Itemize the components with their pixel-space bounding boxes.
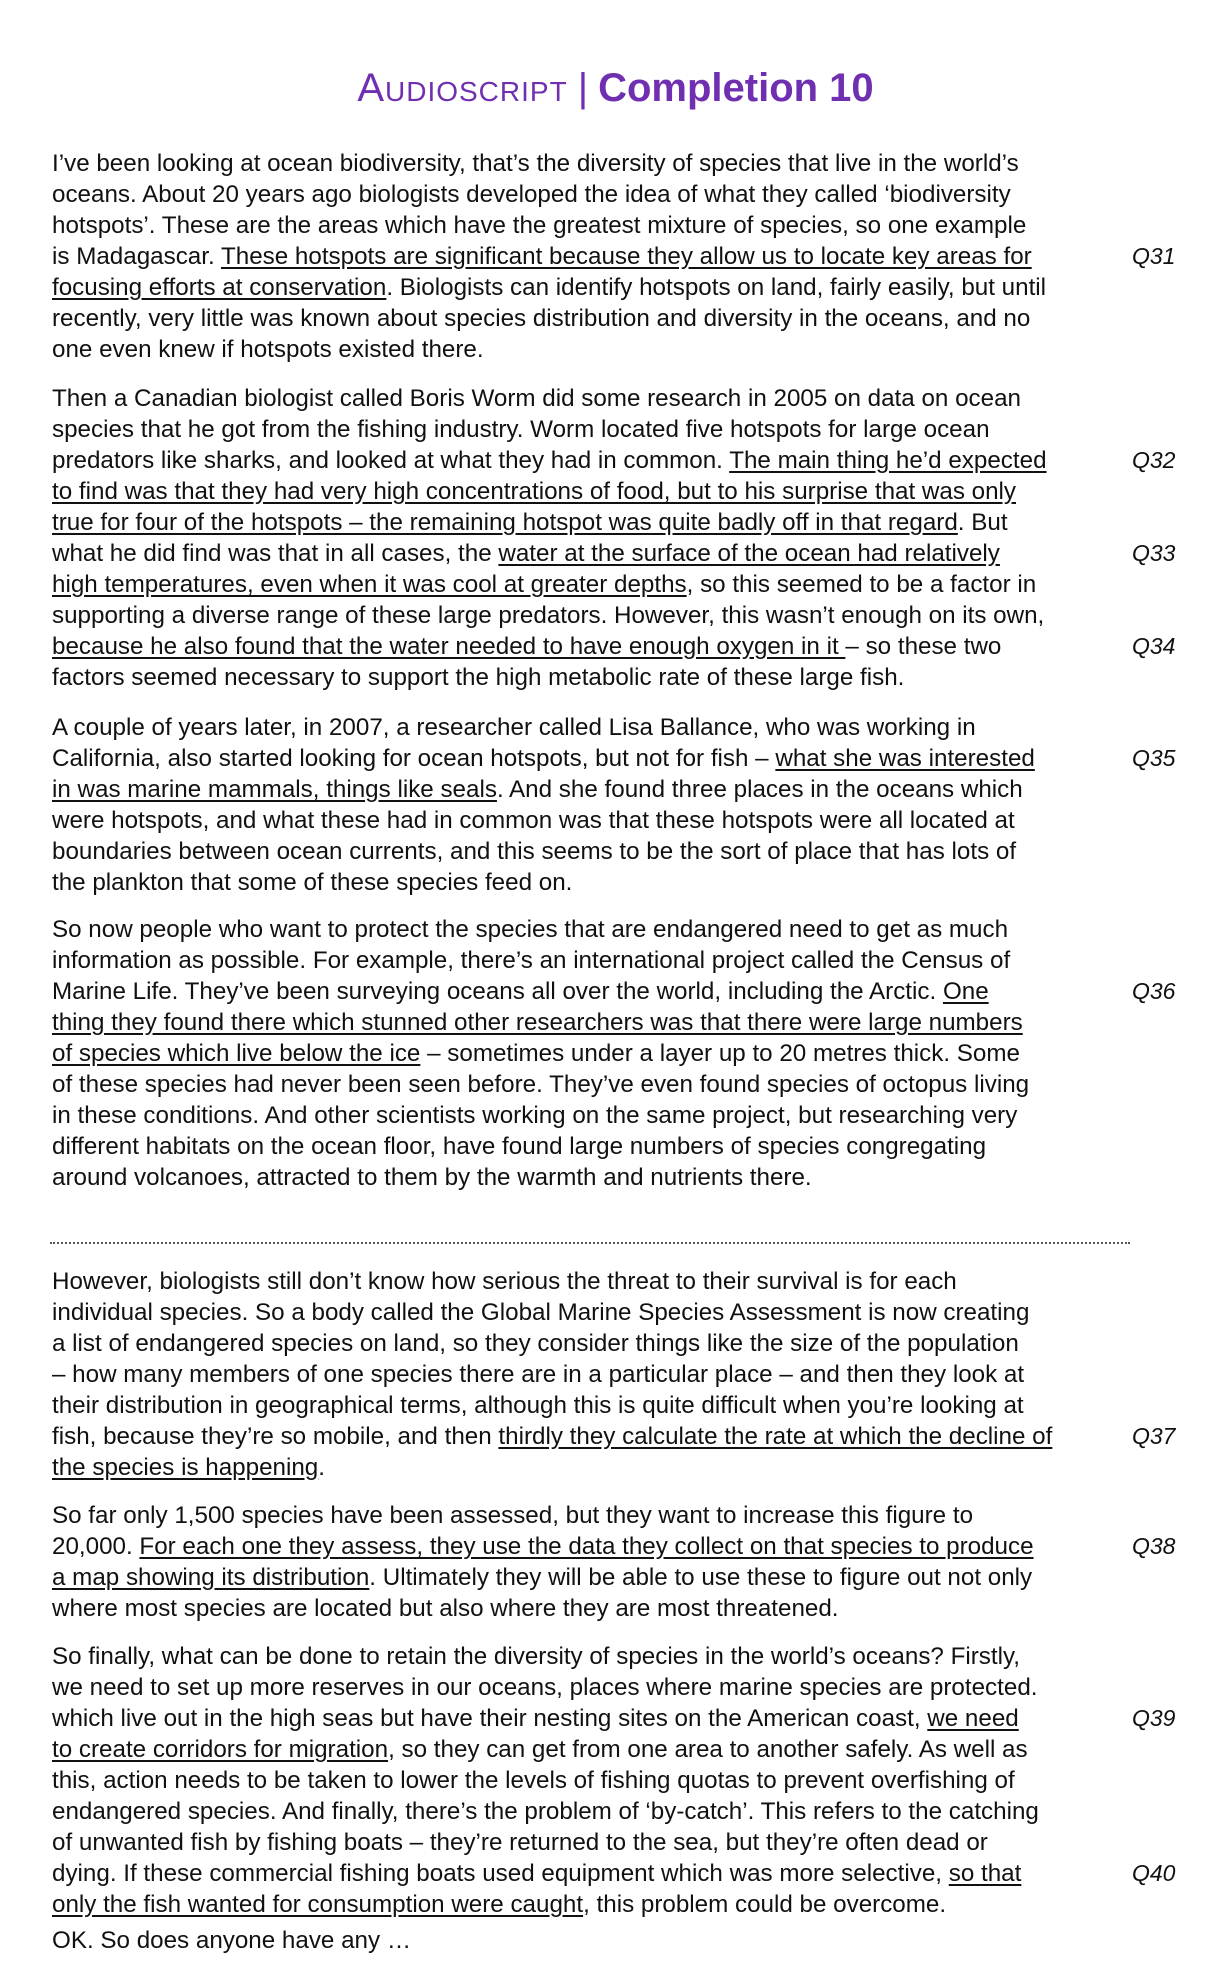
- question-label-q32: Q32: [1132, 447, 1176, 473]
- text-line: oceans. About 20 years ago biologists developed the idea of what they called ‘biodiversity: [52, 181, 1011, 208]
- text-line: the species is happening.: [52, 1454, 325, 1481]
- paragraph-8: [52, 1925, 1122, 1956]
- text-line: high temperatures, even when it was cool at greater depths, so this seemed to be a factor in: [52, 571, 1037, 598]
- text-line: Then a Canadian biologist called Boris Worm did some research in 2005 on data on ocean: [52, 385, 1021, 412]
- text-line: fish, because they’re so mobile, and then thirdly they calculate the rate at which the decline of: [52, 1423, 1053, 1450]
- title-completion: Completion 10: [598, 66, 874, 110]
- text-line: in these conditions. And other scientists working on the same project, but researching very: [52, 1102, 1018, 1129]
- answer-q39-cont: to create corridors for migration: [52, 1736, 389, 1763]
- section-divider: [50, 1242, 1130, 1244]
- text-line: is Madagascar. These hotspots are significant because they allow us to locate key areas for: [52, 243, 1032, 270]
- text-line: [52, 1007, 1122, 1038]
- text-line: of unwanted fish by fishing boats – they’re returned to the sea, but they’re often dead or: [52, 1829, 988, 1856]
- text-line: dying. If these commercial fishing boats used equipment which was more selective, so that: [52, 1860, 1022, 1887]
- text-line: which live out in the high seas but have their nesting sites on the American coast, we need: [52, 1705, 1019, 1732]
- text-line: one even knew if hotspots existed there.: [52, 336, 484, 363]
- answer-q32-cont: true for four of the hotspots – the remaining hotspot was quite badly off in that regard: [52, 509, 958, 536]
- text-line: factors seemed necessary to support the high metabolic rate of these large fish.: [52, 664, 905, 691]
- paragraph-4: [52, 914, 1122, 1193]
- text-line: what he did find was that in all cases, the water at the surface of the ocean had relatively: [52, 540, 1000, 567]
- answer-q37: thirdly they calculate the rate at which the decline of: [498, 1423, 1053, 1450]
- text-line: So now people who want to protect the species that are endangered need to get as much: [52, 916, 1009, 943]
- text-line: individual species. So a body called the Global Marine Species Assessment is now creating: [52, 1299, 1030, 1326]
- text-line: because he also found that the water needed to have enough oxygen in it – so these two: [52, 633, 1002, 660]
- text-line: supporting a diverse range of these large predators. However, this wasn’t enough on its own,: [52, 602, 1045, 629]
- text-line: predators like sharks, and looked at what they had in common. The main thing he’d expected: [52, 447, 1047, 474]
- answer-q35: what she was interested: [775, 745, 1035, 772]
- text-line: So far only 1,500 species have been assessed, but they want to increase this figure to: [52, 1502, 974, 1529]
- answer-q31: These hotspots are significant because they allow us to locate key areas for: [220, 243, 1032, 270]
- question-label-q39: Q39: [1132, 1705, 1176, 1731]
- answer-q32-cont: to find was that they had very high concentrations of food, but to his surprise that was only: [52, 478, 1017, 505]
- question-label-q37: Q37: [1132, 1423, 1176, 1449]
- question-label-q36: Q36: [1132, 978, 1176, 1004]
- text-line: recently, very little was known about species distribution and diversity in the oceans, and no: [52, 305, 1031, 332]
- answer-q33: water at the surface of the ocean had relatively: [498, 540, 1000, 567]
- answer-q32: The main thing he’d expected: [729, 447, 1047, 474]
- text-line: of species which live below the ice – sometimes under a layer up to 20 metres thick. Some: [52, 1040, 1020, 1067]
- answer-q37-cont: the species is happening: [52, 1454, 319, 1481]
- text-line: around volcanoes, attracted to them by the warmth and nutrients there.: [52, 1164, 812, 1191]
- answer-q36-cont: thing they found there which stunned other researchers was that there were large numbers: [52, 1009, 1023, 1036]
- answer-q36: One: [942, 978, 989, 1005]
- text-line: hotspots’. These are the areas which have the greatest mixture of species, so one example: [52, 212, 1027, 239]
- text-line: a map showing its distribution. Ultimately they will be able to use these to figure out not only: [52, 1564, 1033, 1591]
- text-line: to create corridors for migration, so they can get from one area to another safely. As well as: [52, 1736, 1028, 1763]
- text-line: OK. So does anyone have any …: [52, 1927, 412, 1954]
- paragraph-2: [52, 383, 1122, 693]
- text-line: of these species had never been seen before. They’ve even found species of octopus living: [52, 1071, 1030, 1098]
- text-line: So finally, what can be done to retain the diversity of species in the world’s oceans? Firstly,: [52, 1643, 1020, 1670]
- text-line: only the fish wanted for consumption were caught, this problem could be overcome.: [52, 1891, 947, 1918]
- text-line: a list of endangered species on land, so they consider things like the size of the population: [52, 1330, 1019, 1357]
- text-line: I’ve been looking at ocean biodiversity, that’s the diversity of species that live in the world’s: [52, 150, 1019, 177]
- paragraph-1: [52, 148, 1122, 365]
- answer-q34: because he also found that the water needed to have enough oxygen in it: [52, 633, 846, 660]
- answer-q38: For each one they assess, they use the data they collect on that species to produce: [139, 1533, 1034, 1560]
- answer-q36-cont: of species which live below the ice: [52, 1040, 421, 1067]
- text-line: Marine Life. They’ve been surveying oceans all over the world, including the Arctic. One: [52, 978, 989, 1005]
- page-title: [0, 64, 1231, 112]
- question-label-q33: Q33: [1132, 540, 1176, 566]
- text-line: different habitats on the ocean floor, have found large numbers of species congregating: [52, 1133, 987, 1160]
- answer-q40-cont: only the fish wanted for consumption were caught: [52, 1891, 584, 1918]
- text-line: we need to set up more reserves in our oceans, places where marine species are protected.: [52, 1674, 1038, 1701]
- text-line: true for four of the hotspots – the remaining hotspot was quite badly off in that regard. But: [52, 509, 1008, 536]
- question-label-q35: Q35: [1132, 745, 1176, 771]
- text-line: their distribution in geographical terms, although this is quite difficult when you’re looking at: [52, 1392, 1024, 1419]
- answer-q40: so that: [948, 1860, 1022, 1887]
- text-line: the plankton that some of these species feed on.: [52, 869, 573, 896]
- text-line: endangered species. And finally, there’s the problem of ‘by-catch’. This refers to the catching: [52, 1798, 1039, 1825]
- title-separator: |: [577, 66, 589, 110]
- question-label-q40: Q40: [1132, 1860, 1176, 1886]
- text-line: California, also started looking for ocean hotspots, but not for fish – what she was interested: [52, 745, 1035, 772]
- text-line: information as possible. For example, there’s an international project called the Census of: [52, 947, 1011, 974]
- question-label-q34: Q34: [1132, 633, 1176, 659]
- text-line: species that he got from the fishing industry. Worm located five hotspots for large ocean: [52, 416, 990, 443]
- paragraph-3: [52, 712, 1122, 898]
- paragraph-5: [52, 1266, 1122, 1483]
- text-line: 20,000. For each one they assess, they use the data they collect on that species to produce: [52, 1533, 1034, 1560]
- text-line: where most species are located but also where they are most threatened.: [52, 1595, 839, 1622]
- text-line: boundaries between ocean currents, and this seems to be the sort of place that has lots of: [52, 838, 1017, 865]
- answer-q35-cont: in was marine mammals, things like seals: [52, 776, 497, 803]
- question-label-q31: Q31: [1132, 243, 1176, 269]
- text-line: However, biologists still don’t know how serious the threat to their survival is for each: [52, 1268, 957, 1295]
- answer-q38-cont: a map showing its distribution: [52, 1564, 370, 1591]
- text-line: focusing efforts at conservation. Biologists can identify hotspots on land, fairly easily, but until: [52, 274, 1047, 301]
- answer-q31-cont: focusing efforts at conservation: [52, 274, 387, 301]
- text-line: were hotspots, and what these had in common was that these hotspots were all located at: [52, 807, 1015, 834]
- text-line: this, action needs to be taken to lower the levels of fishing quotas to prevent overfishing of: [52, 1767, 1015, 1794]
- paragraph-6: [52, 1500, 1122, 1624]
- text-line: in was marine mammals, things like seals. And she found three places in the oceans which: [52, 776, 1023, 803]
- text-line: A couple of years later, in 2007, a researcher called Lisa Ballance, who was working in: [52, 714, 976, 741]
- text-line: – how many members of one species there are in a particular place – and then they look at: [52, 1361, 1025, 1388]
- text-line: [52, 476, 1122, 507]
- answer-q33-cont: high temperatures, even when it was cool at greater depths: [52, 571, 687, 598]
- title-audioscript: Audioscript: [357, 66, 568, 110]
- paragraph-7: [52, 1641, 1122, 1920]
- question-label-q38: Q38: [1132, 1533, 1176, 1559]
- answer-q39: we need: [927, 1705, 1019, 1732]
